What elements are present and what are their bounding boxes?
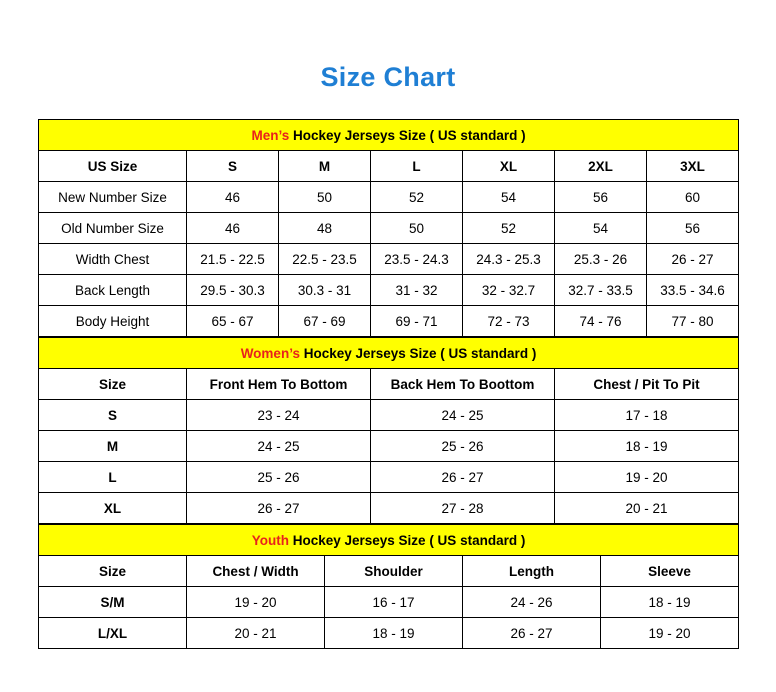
cell: 25.3 - 26 [555,244,647,275]
mens-header-row [39,151,739,182]
row-label: New Number Size [39,182,187,213]
youth-header-cell: Sleeve [601,556,739,587]
size-chart-tables [38,119,738,649]
mens-band-rest: Hockey Jerseys Size ( US standard ) [289,127,526,143]
youth-size-table [38,524,739,649]
womens-header-cell: Size [39,369,187,400]
womens-band-row [39,338,739,369]
table-row [39,618,739,649]
cell: 60 [647,182,739,213]
cell: 32 - 32.7 [463,275,555,306]
row-label: Back Length [39,275,187,306]
cell: 50 [279,182,371,213]
cell: 24 - 25 [187,431,371,462]
cell: 19 - 20 [187,587,325,618]
mens-band-cell [39,120,739,151]
cell: 23.5 - 24.3 [371,244,463,275]
cell: 69 - 71 [371,306,463,337]
cell: 24 - 25 [371,400,555,431]
youth-header-row [39,556,739,587]
youth-header-cell: Chest / Width [187,556,325,587]
womens-header-row [39,369,739,400]
mens-header-cell: M [279,151,371,182]
cell: 52 [371,182,463,213]
table-row [39,306,739,337]
row-label: Width Chest [39,244,187,275]
mens-header-cell: US Size [39,151,187,182]
cell: 16 - 17 [325,587,463,618]
cell: 30.3 - 31 [279,275,371,306]
cell: 26 - 27 [187,493,371,524]
table-row [39,275,739,306]
cell: 19 - 20 [601,618,739,649]
youth-header-cell: Size [39,556,187,587]
row-label: S [39,400,187,431]
cell: 54 [555,213,647,244]
cell: 74 - 76 [555,306,647,337]
mens-header-cell: XL [463,151,555,182]
mens-band-accent: Men’s [251,127,290,143]
row-label: Old Number Size [39,213,187,244]
youth-band-rest: Hockey Jerseys Size ( US standard ) [288,532,526,548]
cell: 18 - 19 [555,431,739,462]
row-label: Body Height [39,306,187,337]
table-row [39,493,739,524]
table-row [39,182,739,213]
table-row [39,587,739,618]
row-label: M [39,431,187,462]
table-row [39,213,739,244]
cell: 17 - 18 [555,400,739,431]
cell: 48 [279,213,371,244]
womens-size-table [38,337,739,524]
youth-band-row [39,525,739,556]
cell: 56 [555,182,647,213]
cell: 67 - 69 [279,306,371,337]
youth-header-cell: Length [463,556,601,587]
cell: 56 [647,213,739,244]
womens-band-cell [39,338,739,369]
cell: 46 [187,182,279,213]
cell: 54 [463,182,555,213]
cell: 25 - 26 [187,462,371,493]
cell: 27 - 28 [371,493,555,524]
cell: 20 - 21 [187,618,325,649]
cell: 33.5 - 34.6 [647,275,739,306]
cell: 50 [371,213,463,244]
womens-header-cell: Front Hem To Bottom [187,369,371,400]
cell: 24 - 26 [463,587,601,618]
youth-band-accent: Youth [251,532,289,548]
mens-band-row [39,120,739,151]
cell: 23 - 24 [187,400,371,431]
cell: 77 - 80 [647,306,739,337]
cell: 24.3 - 25.3 [463,244,555,275]
cell: 26 - 27 [463,618,601,649]
mens-size-table [38,119,739,337]
mens-header-cell: S [187,151,279,182]
cell: 20 - 21 [555,493,739,524]
mens-header-cell: 3XL [647,151,739,182]
table-row [39,431,739,462]
table-row [39,462,739,493]
cell: 18 - 19 [601,587,739,618]
mens-header-cell: 2XL [555,151,647,182]
cell: 18 - 19 [325,618,463,649]
cell: 31 - 32 [371,275,463,306]
cell: 46 [187,213,279,244]
table-row [39,400,739,431]
table-row [39,244,739,275]
row-label: S/M [39,587,187,618]
row-label: XL [39,493,187,524]
womens-band-accent: Women’s [240,345,300,361]
cell: 52 [463,213,555,244]
cell: 25 - 26 [371,431,555,462]
cell: 26 - 27 [371,462,555,493]
cell: 72 - 73 [463,306,555,337]
cell: 22.5 - 23.5 [279,244,371,275]
youth-header-cell: Shoulder [325,556,463,587]
womens-band-rest: Hockey Jerseys Size ( US standard ) [299,345,537,361]
cell: 21.5 - 22.5 [187,244,279,275]
cell: 26 - 27 [647,244,739,275]
page-title: Size Chart [320,62,456,92]
row-label: L/XL [39,618,187,649]
womens-header-cell: Back Hem To Boottom [371,369,555,400]
youth-band-cell [39,525,739,556]
row-label: L [39,462,187,493]
cell: 19 - 20 [555,462,739,493]
cell: 65 - 67 [187,306,279,337]
cell: 29.5 - 30.3 [187,275,279,306]
cell: 32.7 - 33.5 [555,275,647,306]
mens-header-cell: L [371,151,463,182]
womens-header-cell: Chest / Pit To Pit [555,369,739,400]
